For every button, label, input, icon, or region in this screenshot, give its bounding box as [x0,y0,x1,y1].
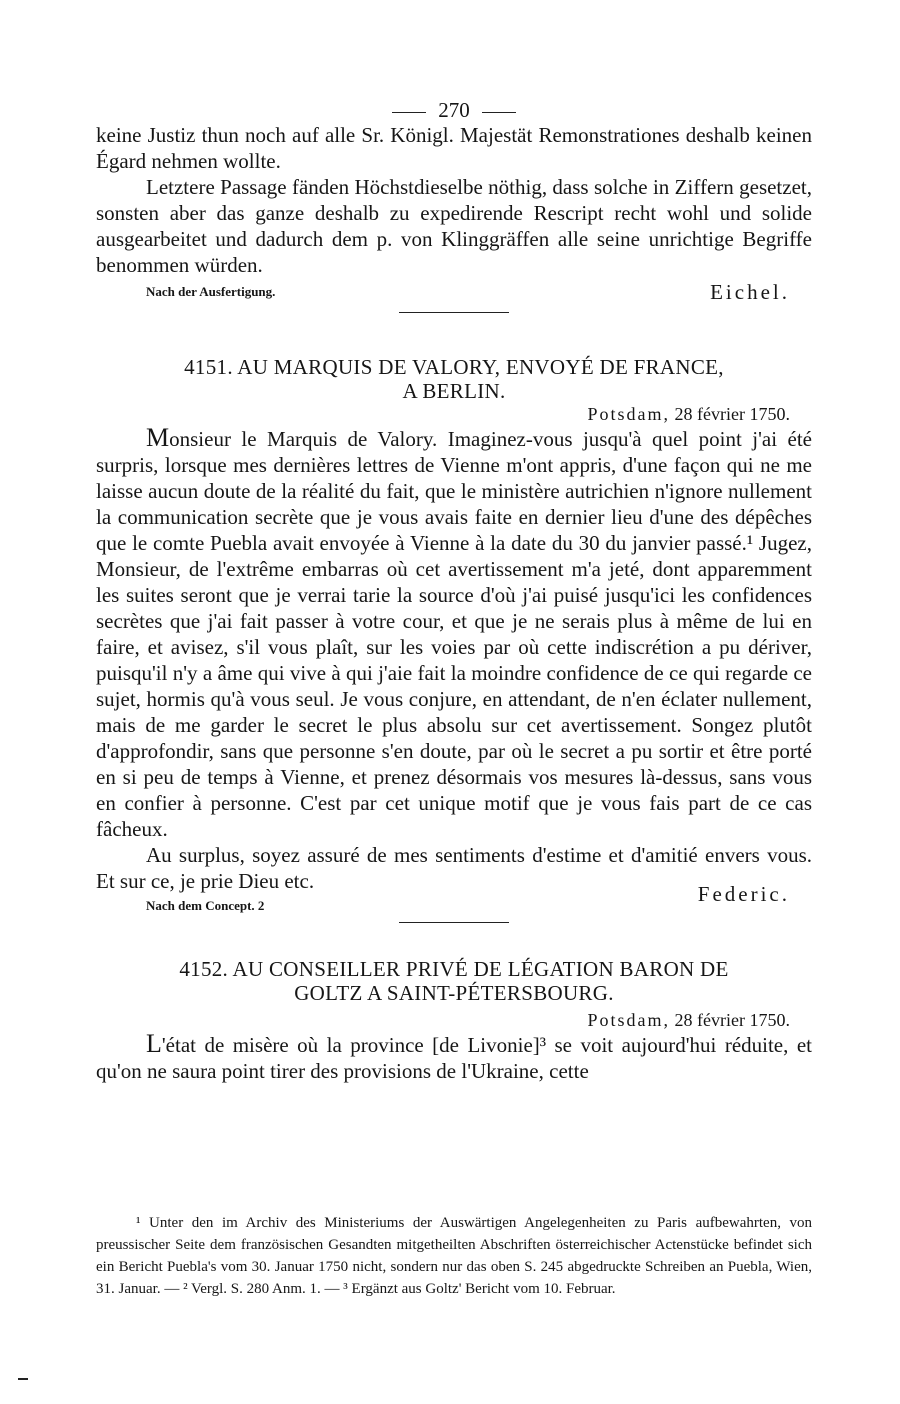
intro-paragraph: Letztere Passage fänden Höchstdieselbe nöthig, dass solche in Ziffern gesetzet, sonsten aber das ganze deshalb zu expedirende Rescript recht wohl und solide ausgearbeitet und dadurch dem p. von Klinggräffen alle seine unrichtige Begriffe benommen würden. [96,175,812,277]
letter-4152-body [96,1031,812,1084]
letter-4151-heading-2: A BERLIN. [402,379,506,403]
margin-mark [18,1378,28,1380]
letter-4151-body-text: onsieur le Marquis de Valory. Imaginez-vous jusqu'à quel point j'ai été surpris, lorsque mes dernières lettres de Vienne m'ont appris, d'une façon qui ne me laisse aucun doute de la réalité du fait, que le ministère autrichien n'ignore nullement la communication secrète que je vous avais faite en dernier lieu d'une des dépêches que le comte Puebla avait envoyée à Vienne à la date du 30 du janvier passé.¹ Jugez, Monsieur, de l'extrême embarras où cet avertissement m'a jeté, dont apparemment les suites seront que je verrai tarie la source d'où j'ai puisé jusqu'ici les confidences secrètes que j'ai fait passer à votre cour, et que je ne serais plus à même de lui en faire, et avisez, s'il vous plaît, sur les voies par où cette indiscrétion a pu dériver, puisqu'il n'y a âme qui vive à qui j'aie fait la moindre confidence de ce qui regarde ce sujet, hormis qu'à vous seul. Je vous conjure, en attendant, de n'en éclater nullement, mais de me garder le secret le plus absolu sur cet avertissement. Songez plutôt d'approfondir, sans que personne s'en doute, par où le secret a pu sortir et être porté en si peu de temps à Vienne, et prenez désormais vos mesures là-dessus, sans vous en confier à personne. C'est par cet unique motif que je vous fais part de ce cas fâcheux. [96,427,812,841]
intro-continuation: keine Justiz thun noch auf alle Sr. Königl. Majestät Remonstrationes deshalb keinen Égard nehmen wollte. [96,123,812,173]
letter-4152-place-date [96,1009,790,1031]
letter-4152-body-text: 'état de misère où la province [de Livonie]³ se voit aujourd'hui réduite, et qu'on ne saura point tirer des provisions de l'Ukraine, cette [96,1033,812,1083]
letter-4151-heading-1: 4151. AU MARQUIS DE VALORY, ENVOYÉ DE FRANCE, [184,355,724,379]
letter-4151-closing: Au surplus, soyez assuré de mes sentiments d'estime et d'amitié envers vous. Et sur ce, je prie Dieu etc. [96,843,812,893]
letter-4151-dropcap: M [146,423,170,452]
intro-source-note: Nach der Ausfertigung. [146,284,276,299]
letter-4151-source-note: Nach dem Concept. 2 [146,898,265,913]
letter-4151-body [96,425,812,842]
page-number-text: 270 [438,98,470,122]
letter-4151-place: Potsdam, [587,404,671,424]
letter-4152-heading-1: 4152. AU CONSEILLER PRIVÉ DE LÉGATION BARON DE [179,957,729,981]
letter-4152-place: Potsdam, [587,1010,671,1030]
intro-source-row [96,280,812,306]
page-number-dash-right [482,112,516,113]
letter-4151-place-date [96,403,790,425]
letter-4151-signature: Federic. [697,882,790,906]
page-number [96,96,812,124]
letter-4152-date: 28 février 1750. [674,1010,790,1030]
letter-4151-source-row [96,882,812,916]
footnotes [96,1212,812,1300]
page-number-dash-left [392,112,426,113]
intro-signature: Eichel. [710,280,790,304]
footnote-text: ¹ Unter den im Archiv des Ministeriums der Auswärtigen Angelegenheiten zu Paris aufbewahrten, von preussischer Seite dem französischen Gesandten mitgetheilten Abschriften österreichischer Actenstücke befindet sich ein Bericht Puebla's vom 30. Januar 1750 nicht, sondern nur das oben S. 245 abgedruckte Schreiben an Puebla, Wien, 31. Januar. — ² Vergl. S. 280 Anm. 1. — ³ Ergänzt aus Goltz' Bericht vom 10. Februar. [96,1215,812,1297]
page-body [96,96,812,1084]
letter-4152-heading-2: GOLTZ A SAINT-PÉTERSBOURG. [294,981,614,1005]
letter-4152-dropcap: L [146,1029,162,1058]
letter-4151-date: 28 février 1750. [674,404,790,424]
